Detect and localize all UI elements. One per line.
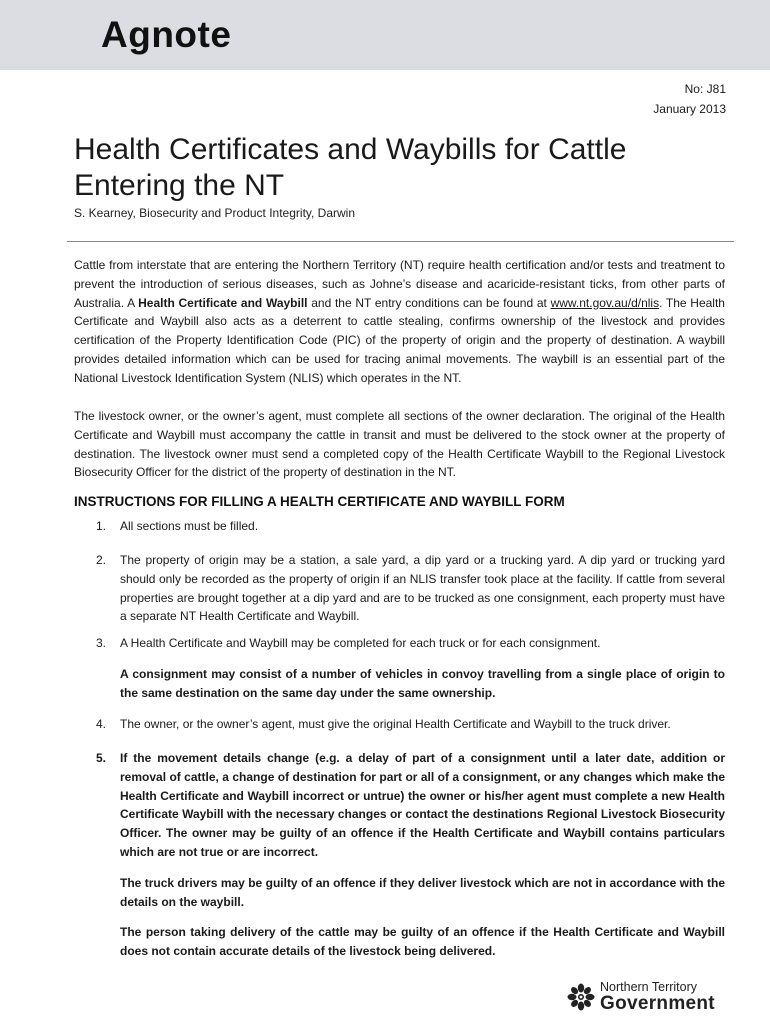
consignment-note: A consignment may consist of a number of vehicles in convoy travelling from a single place of origin to the same destination on the same day under the same ownership. xyxy=(120,666,725,700)
nlis-link[interactable]: www.nt.gov.au/d/nlis xyxy=(550,295,660,310)
header-banner xyxy=(0,0,770,70)
item-number: 5. xyxy=(96,751,107,765)
item-number: 2. xyxy=(96,553,107,567)
logo-text-line-1: Northern Territory xyxy=(600,980,698,994)
item-number: 1. xyxy=(96,519,107,533)
instruction-item-2 xyxy=(74,551,725,626)
instructions-heading: INSTRUCTIONS FOR FILLING A HEALTH CERTIFICATE AND WAYBILL FORM xyxy=(74,494,565,509)
delivery-note: The person taking delivery of the cattle may be guilty of an offence if the Health Certificate and Waybill does not contain accurate details of the livestock being delivered. xyxy=(120,925,725,959)
publication-date: January 2013 xyxy=(653,102,726,116)
truck-driver-note: The truck drivers may be guilty of an offence if they deliver livestock which are not in accordance with the details on the waybill. xyxy=(120,875,725,909)
intro-paragraph-2: The livestock owner, or the owner’s agent, must complete all sections of the owner declaration. The original of the Health Certificate and Waybill must accompany the cattle in transit and must be delivered to the stock owner at the property of destination. The livestock owner must send a completed copy of the Health Certificate Waybill to the Regional Livestock Biosecurity Officer for the district of the property of destination in the NT. xyxy=(74,409,725,480)
item-text: The property of origin may be a station, a sale yard, a dip yard or a trucking yard. A dip yard or trucking yard should only be recorded as the property of origin if an NLIS transfer took place at the facility. If cattle from several properties are brought together at a dip yard and are to be trucked as one consignment, each property must have a separate NT Health Certificate and Waybill. xyxy=(120,553,725,624)
nt-government-logo xyxy=(566,980,726,1016)
agnote-number: No: J81 xyxy=(684,82,726,96)
item-text: The owner, or the owner’s agent, must give the original Health Certificate and Waybill to the truck driver. xyxy=(120,717,671,731)
author-line: S. Kearney, Biosecurity and Product Integrity, Darwin xyxy=(74,206,356,220)
document-title: Health Certificates and Waybills for Cattle Entering the NT xyxy=(74,133,627,202)
logo-text-line-2: Government xyxy=(600,993,715,1014)
intro-text-1: Cattle from interstate that are entering the Northern Territory (NT) require health certification and/or tests and treatment to prevent the introduction of serious diseases, such as Johne’s disease and acaricide-resistant ticks, from other parts of Australia. A xyxy=(74,258,725,310)
intro-text-2: and the NT entry conditions can be found at xyxy=(307,295,551,310)
item-number: 3. xyxy=(96,636,107,650)
item-text: If the movement details change (e.g. a delay of part of a consignment until a later date, addition or removal of cattle, a change of destination for part or all of a consignment, or any changes which make the Health Certificate and Waybill incorrect or untrue) the owner or his/her agent must complete a new Health Certificate Waybill with the necessary changes or contact the destinations Regional Livestock Biosecurity Officer. The owner may be guilty of an offence if the Health Certificate and Waybill contains particulars which are not true or are incorrect. xyxy=(120,751,725,859)
item-text: A Health Certificate and Waybill may be completed for each truck or for each consignment. xyxy=(120,636,601,650)
divider xyxy=(67,241,734,242)
intro-bold-term: Health Certificate and Waybill xyxy=(138,295,308,310)
instruction-item-5 xyxy=(74,749,725,961)
instruction-item-3 xyxy=(74,634,725,702)
brand-title: Agnote xyxy=(101,14,232,55)
intro-text-3: . The Health Certificate and Waybill also acts as a deterrent to cattle stealing, confirms ownership of the livestock and provides certification of the Property Identification Code (PIC) of the property of origin and the property of destination. A waybill provides detailed information which can be used for tracing animal movements. The waybill is an essential part of the National Livestock Identification System (NLIS) which operates in the NT. xyxy=(74,295,725,385)
nt-government-flower-icon xyxy=(566,982,596,1012)
item-number: 4. xyxy=(96,717,107,731)
item-text: All sections must be filled. xyxy=(120,519,259,533)
instruction-item-4 xyxy=(74,715,725,734)
instruction-item-1 xyxy=(74,517,725,536)
intro-paragraph-1 xyxy=(74,256,725,388)
